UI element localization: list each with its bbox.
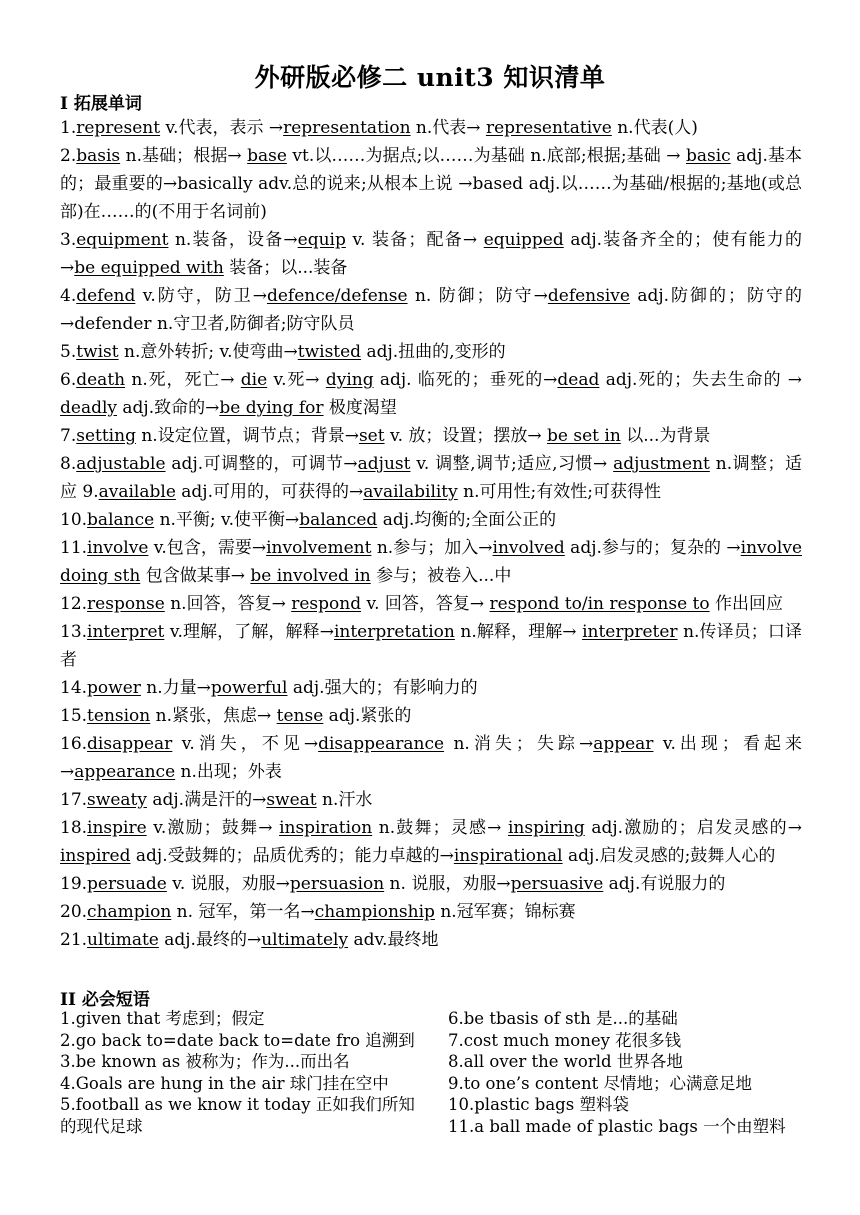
vocab-entry (60, 814, 802, 870)
vocab-term: equipment (76, 230, 169, 250)
vocab-text: n.冠军赛；锦标赛 (434, 902, 576, 922)
vocab-text: 16. (60, 734, 88, 754)
vocab-term: involve doing sth (60, 538, 802, 586)
vocab-term: dead (557, 370, 600, 390)
vocab-text: n.传译员；口译者 (60, 622, 802, 670)
vocab-text: 21. (60, 930, 88, 950)
vocab-term: die (240, 370, 268, 390)
vocab-text: v. 放；设置；摆放→ (384, 426, 548, 446)
vocab-entry (60, 450, 802, 506)
phrase-item: 7.cost much money 花很多钱 (448, 1030, 682, 1050)
vocab-term: sweaty (87, 790, 147, 810)
vocab-term: response (87, 594, 165, 614)
phrase-column-left (60, 1008, 422, 1137)
vocab-text: n.出现；外表 (175, 762, 282, 782)
vocab-text: v. 调整,调节;适应,习惯→ (410, 454, 614, 474)
vocab-entry (60, 618, 802, 674)
vocab-text: n.消失；失踪→ (444, 734, 594, 754)
phrase-item: 6.be tbasis of sth 是...的基础 (448, 1009, 678, 1028)
vocab-text: 8. (60, 454, 77, 474)
vocab-entry (60, 702, 802, 730)
vocab-entry (60, 590, 802, 618)
vocab-text: n.意外转折; v.使弯曲→ (118, 342, 298, 362)
vocab-text: adj.装备齐全的；使有能力的→ (60, 230, 802, 278)
vocab-text: n.参与；加入→ (371, 538, 493, 558)
vocab-text: n. 冠军，第一名→ (171, 902, 315, 922)
vocab-text: adj.最终的→ (158, 930, 262, 950)
vocab-text: 10. (60, 510, 88, 530)
vocab-term: representation (283, 118, 411, 138)
vocab-entry (60, 674, 802, 702)
vocab-text: 参与；被卷入...中 (370, 566, 512, 586)
vocab-text: 13. (60, 622, 88, 642)
vocab-text: n.汗水 (316, 790, 373, 810)
vocab-term: persuasion (289, 874, 385, 894)
vocab-term: available (98, 482, 176, 502)
vocab-term: defence/defense (266, 286, 408, 306)
vocab-text: 1. (60, 118, 77, 138)
vocab-term: ultimately (261, 930, 349, 950)
vocab-text: 3. (60, 230, 77, 250)
vocab-term: balanced (299, 510, 378, 530)
vocab-text: n.设定位置，调节点；背景→ (135, 426, 359, 446)
vocab-text: 6. (60, 370, 77, 390)
vocab-entry (60, 338, 802, 366)
vocab-term: adjustment (613, 454, 710, 474)
vocab-term: appear (593, 734, 654, 754)
vocab-term: be set in (547, 426, 621, 446)
vocab-term: power (87, 678, 141, 698)
vocab-term: availability (363, 482, 458, 502)
vocab-text: adj.满是汗的→ (146, 790, 267, 810)
vocab-term: inspirational (453, 846, 563, 866)
vocab-text: adj. 临死的；垂死的→ (373, 370, 558, 390)
vocab-term: representative (485, 118, 612, 138)
vocab-text: n.平衡; v.使平衡→ (154, 510, 300, 530)
vocab-text: 11. (60, 538, 88, 558)
vocab-term: inspired (60, 846, 131, 866)
vocab-text: n.死，死亡→ (125, 370, 241, 390)
phrase-item: 3.be known as 被称为；作为...而出名 (60, 1052, 350, 1071)
vocab-term: sweat (266, 790, 317, 810)
vocab-text: v. 装备；配备→ (345, 230, 484, 250)
vocab-term: defend (76, 286, 136, 306)
vocab-text: v.出现；看起来 → (60, 734, 802, 782)
vocab-term: basic (685, 146, 731, 166)
vocab-term: powerful (210, 678, 288, 698)
vocab-text: n.鼓舞；灵感→ (372, 818, 508, 838)
vocab-entry (60, 142, 802, 226)
section-heading-words: I 拓展单词 (60, 94, 142, 114)
vocab-text: v.防守，防卫→ (135, 286, 267, 306)
vocab-term: champion (87, 902, 172, 922)
vocab-text: adj.致命的→ (117, 398, 220, 418)
vocab-text: adj.有说服力的 (603, 874, 726, 894)
vocab-term: adjust (357, 454, 411, 474)
word-list (60, 114, 802, 954)
vocab-text: 以...为背景 (620, 426, 711, 446)
vocab-term: persuasive (510, 874, 604, 894)
vocab-text: 装备；以...装备 (223, 258, 348, 278)
vocab-text: 12. (60, 594, 88, 614)
vocab-term: ultimate (87, 930, 159, 950)
vocab-entry (60, 926, 802, 954)
vocab-text: v.激励；鼓舞→ (146, 818, 280, 838)
vocab-text: 19. (60, 874, 88, 894)
vocab-text: n.力量→ (140, 678, 211, 698)
vocab-term: involve (87, 538, 149, 558)
vocab-text: n. 防御；防守→ (407, 286, 548, 306)
vocab-term: tension (87, 706, 151, 726)
vocab-term: disappear (87, 734, 173, 754)
vocab-entry (60, 282, 802, 338)
vocab-entry (60, 786, 802, 814)
vocab-term: equipped (483, 230, 564, 250)
section-heading-phrases: II 必会短语 (60, 990, 150, 1010)
vocab-entry (60, 366, 802, 422)
vocab-text: adj.均衡的;全面公正的 (377, 510, 557, 530)
vocab-text: 14. (60, 678, 88, 698)
vocab-text: adv.最终地 (348, 930, 439, 950)
phrase-item: 2.go back to=date back to=date fro 追溯到 (60, 1030, 415, 1050)
phrase-list (60, 1008, 820, 1148)
vocab-term: balance (87, 510, 155, 530)
vocab-term: respond to/in response to (489, 594, 710, 614)
vocab-text: adj.紧张的 (323, 706, 412, 726)
vocab-text: 4. (60, 286, 77, 306)
vocab-term: tense (276, 706, 324, 726)
vocab-text: vt.以……为据点;以……为基础 n.底部;根据;基础 → (286, 146, 686, 166)
vocab-text: adj.扭曲的,变形的 (361, 342, 506, 362)
vocab-term: be involved in (250, 566, 371, 586)
phrase-item: 1.given that 考虑到；假定 (60, 1009, 265, 1028)
vocab-text: v.死→ (267, 370, 326, 390)
vocab-text: n.解释，理解→ (454, 622, 583, 642)
vocab-term: be equipped with (74, 258, 224, 278)
phrase-item: 11.a ball made of plastic bags 一个由塑料 (448, 1116, 786, 1136)
vocab-term: championship (314, 902, 435, 922)
vocab-text: v. 回答，答复→ (361, 594, 490, 614)
vocab-entry (60, 422, 802, 450)
phrase-item: 8.all over the world 世界各地 (448, 1052, 683, 1071)
vocab-text: adj.可调整的，可调节→ (165, 454, 358, 474)
vocab-text: 20. (60, 902, 88, 922)
vocab-text: v.包含，需要→ (148, 538, 267, 558)
vocab-text: adj.防御的；防守的 →defender n.守卫者,防御者;防守队员 (60, 286, 802, 334)
vocab-term: respond (291, 594, 362, 614)
vocab-text: adj.基本的；最重要的→basically adv.总的说来;从根本上说 →based adj.以……为基础/根据的;基地(或总部)在……的(不用于名词前) (60, 146, 803, 222)
vocab-text: 17. (60, 790, 88, 810)
vocab-term: twisted (297, 342, 362, 362)
vocab-term: basis (76, 146, 121, 166)
vocab-text: n.可用性;有效性;可获得性 (457, 482, 661, 502)
vocab-text: v.代表，表示 → (160, 118, 284, 138)
vocab-term: defensive (547, 286, 630, 306)
phrase-item: 5.football as we know it today 正如我们所知的现代足球 (60, 1095, 415, 1136)
vocab-text: adj.死的；失去生命的 → (599, 370, 803, 390)
vocab-text: 作出回应 (709, 594, 784, 614)
phrase-item: 9.to one’s content 尽情地；心满意足地 (448, 1073, 753, 1093)
vocab-text: 18. (60, 818, 88, 838)
vocab-term: inspiring (507, 818, 585, 838)
vocab-text: adj.受鼓舞的；品质优秀的；能力卓越的→ (130, 846, 454, 866)
vocab-term: adjustable (76, 454, 166, 474)
vocab-text: adj.强大的；有影响力的 (287, 678, 478, 698)
vocab-text: 2. (60, 146, 77, 166)
phrase-item: 4.Goals are hung in the air 球门挂在空中 (60, 1073, 389, 1093)
vocab-text: 包含做某事→ (140, 566, 251, 586)
vocab-text: n.调整；适应 9. (60, 454, 803, 502)
vocab-text: v. 说服，劝服→ (166, 874, 290, 894)
vocab-text: n.紧张，焦虑→ (150, 706, 277, 726)
page-title: 外研版必修二 unit3 知识清单 (254, 63, 606, 92)
vocab-text: adj.参与的；复杂的 → (564, 538, 741, 558)
vocab-term: involvement (266, 538, 372, 558)
vocab-text: n.回答，答复→ (164, 594, 292, 614)
vocab-term: death (76, 370, 126, 390)
vocab-text: 极度渴望 (323, 398, 397, 418)
vocab-term: appearance (74, 762, 176, 782)
vocab-entry (60, 506, 802, 534)
vocab-term: inspire (87, 818, 147, 838)
vocab-text: n. 说服，劝服→ (384, 874, 511, 894)
vocab-text: adj.可用的，可获得的→ (175, 482, 364, 502)
vocab-entry (60, 898, 802, 926)
vocab-entry (60, 870, 802, 898)
vocab-entry (60, 226, 802, 282)
vocab-term: dying (325, 370, 374, 390)
vocab-text: n.代表(人) (611, 118, 698, 138)
vocab-text: 15. (60, 706, 88, 726)
vocab-text: 5. (60, 342, 77, 362)
vocab-term: interpretation (333, 622, 455, 642)
vocab-text: adj.激励的；启发灵感的→ (584, 818, 803, 838)
phrase-item: 10.plastic bags 塑料袋 (448, 1095, 629, 1114)
vocab-entry (60, 114, 802, 142)
vocab-term: involved (492, 538, 565, 558)
vocab-term: represent (76, 118, 161, 138)
vocab-text: n.代表→ (410, 118, 486, 138)
vocab-term: disappearance (318, 734, 445, 754)
vocab-entry (60, 534, 802, 590)
vocab-text: adj.启发灵感的;鼓舞人心的 (562, 846, 776, 866)
vocab-text: n.基础；根据→ (120, 146, 248, 166)
vocab-term: be dying for (219, 398, 324, 418)
vocab-term: set (358, 426, 385, 446)
vocab-term: inspiration (279, 818, 373, 838)
vocab-text: v.消失，不见→ (172, 734, 319, 754)
vocab-term: base (247, 146, 287, 166)
vocab-text: v.理解，了解，解释→ (164, 622, 334, 642)
vocab-term: setting (76, 426, 136, 446)
vocab-text: 7. (60, 426, 77, 446)
vocab-term: interpret (87, 622, 165, 642)
vocab-entry (60, 730, 802, 786)
vocab-term: persuade (87, 874, 167, 894)
phrase-column-right (448, 1008, 808, 1137)
vocab-term: deadly (60, 398, 118, 418)
vocab-term: interpreter (582, 622, 678, 642)
vocab-term: twist (76, 342, 119, 362)
vocab-text: n.装备，设备→ (168, 230, 298, 250)
vocab-term: equip (297, 230, 346, 250)
